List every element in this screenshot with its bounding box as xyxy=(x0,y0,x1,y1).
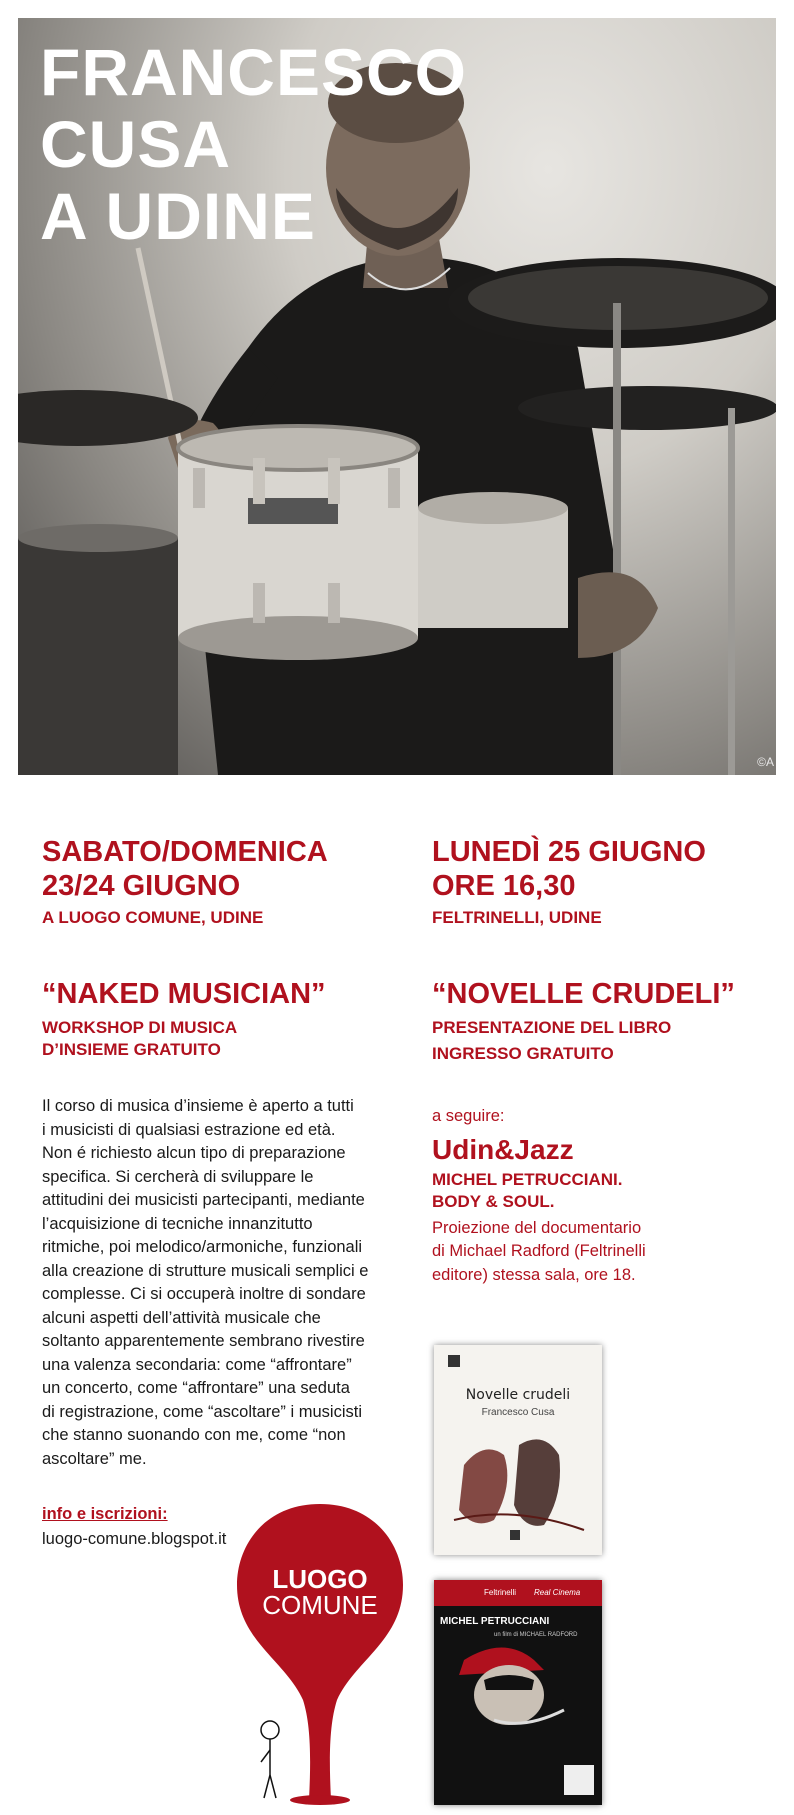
description-line: ritmiche, poi melodico/armoniche, funzionali xyxy=(42,1238,363,1256)
festival-name: Udin&Jazz xyxy=(432,1133,574,1165)
film-title-1: MICHEL PETRUCCIANI. xyxy=(432,1169,623,1189)
book-title: Novelle crudeli xyxy=(465,1387,571,1403)
film-title-2: BODY & SOUL. xyxy=(432,1191,555,1211)
book-illustration xyxy=(434,1345,602,1555)
dvd-subtitle: un film di MICHAEL RADFORD xyxy=(494,1632,578,1638)
follow-label: a seguire: xyxy=(432,1107,505,1125)
description-line: soltanto apparentemente sembrano rivestire xyxy=(42,1332,365,1350)
info-label-link[interactable]: info e iscrizioni: xyxy=(42,1505,168,1523)
description-line: una valenza secondaria: come “affrontare” xyxy=(42,1355,352,1374)
book-author: Francesco Cusa xyxy=(481,1407,555,1418)
right-date-line-2: ORE 16,30 xyxy=(432,870,576,902)
dvd-name: MICHEL PETRUCCIANI xyxy=(440,1616,550,1627)
description-line: attitudini dei musicisti partecipanti, mediante xyxy=(42,1191,365,1209)
hero-title-line-2: CUSA xyxy=(40,107,232,181)
hero-title-line-1: FRANCESCO xyxy=(40,35,468,109)
right-column xyxy=(432,835,772,1287)
logo-balloon-icon xyxy=(235,1500,405,1810)
right-event-sub-2: INGRESSO GRATUITO xyxy=(432,1044,614,1063)
dvd-cover xyxy=(434,1580,602,1805)
left-column xyxy=(42,835,382,1552)
left-venue: A LUOGO COMUNE, UDINE xyxy=(42,908,264,927)
left-date-line-2: 23/24 GIUGNO xyxy=(42,870,241,902)
description-line: Il corso di musica d’insieme è aperto a tutti xyxy=(42,1097,354,1115)
description-line: di registrazione, come “ascoltare” i musicisti xyxy=(42,1402,363,1421)
luogo-comune-logo xyxy=(235,1500,405,1810)
hero-photo xyxy=(18,18,776,775)
photo-credit: ©A xyxy=(757,755,774,769)
description-line: che stanno suonando con me, come “non xyxy=(42,1426,346,1444)
description-line: un concerto, come “affrontare” una seduta xyxy=(42,1379,350,1397)
workshop-description xyxy=(42,1095,382,1471)
description-line: specifica. Si cercherà di sviluppare le xyxy=(42,1167,314,1186)
description-line: l’acquisizione di tecniche innanzitutto xyxy=(42,1214,313,1233)
description-line: alla creazione di strutture musicali semplici e xyxy=(42,1261,369,1280)
description-line: complesse. Ci si occuperà inoltre di sondare xyxy=(42,1285,366,1303)
logo-text-2: COMUNE xyxy=(262,1590,378,1620)
info-url-link[interactable]: luogo-comune.blogspot.it xyxy=(42,1530,227,1548)
dvd-top-left: Feltrinelli xyxy=(484,1588,517,1597)
hero-title-line-3: A UDINE xyxy=(40,179,316,253)
logo-text-1: LUOGO xyxy=(272,1564,368,1594)
left-event-sub-1: WORKSHOP DI MUSICA xyxy=(42,1018,238,1037)
left-event-title: “NAKED MUSICIAN” xyxy=(42,978,326,1010)
film-desc-line: Proiezione del documentario xyxy=(432,1218,642,1237)
right-event-title: “NOVELLE CRUDELI” xyxy=(432,978,735,1010)
book-cover xyxy=(434,1345,602,1555)
right-event-sub-1: PRESENTAZIONE DEL LIBRO xyxy=(432,1018,672,1037)
hero-title xyxy=(40,36,467,252)
right-venue: FELTRINELLI, UDINE xyxy=(432,908,602,927)
left-date-line-1: SABATO/DOMENICA xyxy=(42,836,328,868)
description-line: alcuni aspetti dell’attività musicale che xyxy=(42,1308,321,1327)
description-line: ascoltare” me. xyxy=(42,1449,147,1468)
description-line: Non é richiesto alcun tipo di preparazione xyxy=(42,1144,346,1162)
film-desc-line: di Michael Radford (Feltrinelli xyxy=(432,1242,646,1260)
left-event-sub-2: D’INSIEME GRATUITO xyxy=(42,1040,221,1059)
dvd-top-right: Real Cinema xyxy=(534,1588,581,1597)
right-date-line-1: LUNEDÌ 25 GIUGNO xyxy=(432,836,706,868)
film-desc-line: editore) stessa sala, ore 18. xyxy=(432,1265,636,1284)
dvd-illustration xyxy=(434,1580,602,1805)
description-line: i musicisti di qualsiasi estrazione ed età. xyxy=(42,1120,336,1139)
